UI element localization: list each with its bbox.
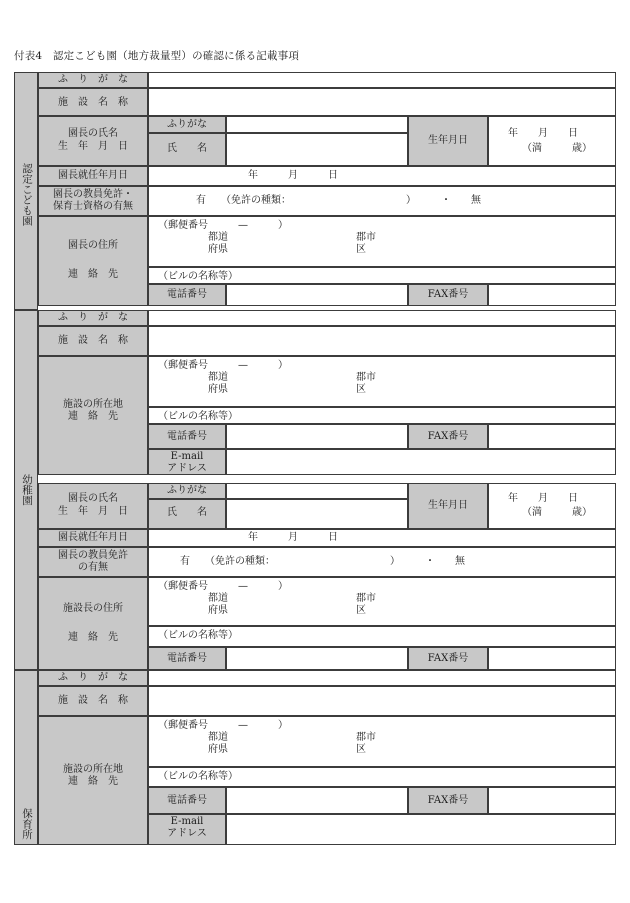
- postal-code-label: （郵便番号 — ）: [158, 581, 288, 592]
- license-label-2: の有無: [78, 562, 108, 573]
- director-start-field[interactable]: [148, 529, 616, 547]
- phone-label: 電話番号: [167, 653, 207, 664]
- fax-field[interactable]: [488, 647, 616, 670]
- phone-label: 電話番号: [167, 431, 207, 442]
- birth-date-field[interactable]: [488, 116, 616, 166]
- phone-field[interactable]: [226, 284, 408, 306]
- director-address-label: 園長の住所: [68, 240, 118, 251]
- facility-head-address-label: 施設長の住所: [63, 603, 123, 614]
- birth-date-field[interactable]: [488, 483, 616, 529]
- city-label-2: 区: [356, 244, 366, 255]
- page-title: 付表4 認定こども園（地方裁量型）の確認に係る記載事項: [14, 50, 300, 62]
- building-name-label: （ビルの名称等）: [158, 771, 238, 782]
- director-name-label: 園長の氏名: [68, 128, 118, 139]
- director-name-label: 園長の氏名: [68, 493, 118, 504]
- prefecture-label-2: 府県: [208, 384, 228, 395]
- director-start-ymd: 年 月 日: [248, 170, 338, 181]
- facility-name-label: 施 設 名 称: [58, 97, 128, 108]
- director-start-field[interactable]: [148, 166, 616, 186]
- facility-contact: 連 絡 先: [68, 411, 118, 422]
- birth-date-label: 生年月日: [428, 500, 468, 511]
- email-field[interactable]: [226, 814, 616, 845]
- facility-name-label: 施 設 名 称: [58, 695, 128, 706]
- license-label-2: 保育士資格の有無: [53, 201, 133, 212]
- facility-name-field[interactable]: [148, 88, 616, 116]
- fax-label: FAX番号: [427, 431, 469, 442]
- furigana-label: ふ り が な: [58, 74, 128, 85]
- director-start-label: 園長就任年月日: [58, 170, 128, 181]
- email-label-1: E-mail: [170, 816, 204, 827]
- facility-contact: 連 絡 先: [68, 776, 118, 787]
- prefecture-label-2: 府県: [208, 605, 228, 616]
- prefecture-label-2: 府県: [208, 744, 228, 755]
- prefecture-label-1: 都道: [208, 232, 228, 243]
- director-contact: 連 絡 先: [68, 269, 118, 280]
- email-label-2: アドレス: [167, 828, 207, 839]
- city-label-2: 区: [356, 605, 366, 616]
- name-sub-label: 氏 名: [167, 507, 207, 518]
- prefecture-label-1: 都道: [208, 593, 228, 604]
- birth-date-age: （満 歳）: [522, 507, 592, 518]
- furigana-field[interactable]: [148, 310, 616, 326]
- postal-code-label: （郵便番号 — ）: [158, 220, 288, 231]
- building-name-label: （ビルの名称等）: [158, 630, 238, 641]
- email-label-1: E-mail: [170, 451, 204, 462]
- prefecture-label-2: 府県: [208, 244, 228, 255]
- name-sub-label: 氏 名: [167, 143, 207, 154]
- section-label-yochien: 幼稚園: [21, 474, 33, 506]
- furigana-field[interactable]: [148, 670, 616, 686]
- license-label-1: 園長の教員免許: [58, 550, 128, 561]
- phone-label: 電話番号: [167, 795, 207, 806]
- facility-head-contact: 連 絡 先: [68, 632, 118, 643]
- row-label: [38, 577, 148, 670]
- phone-field[interactable]: [226, 787, 408, 814]
- fax-label: FAX番号: [427, 653, 469, 664]
- fax-label: FAX番号: [427, 289, 469, 300]
- email-field[interactable]: [226, 449, 616, 475]
- director-birth-label: 生 年 月 日: [58, 506, 128, 517]
- fax-field[interactable]: [488, 424, 616, 449]
- license-choice: 有 （免許の種類： ） ・ 無: [196, 195, 481, 206]
- facility-address-label: 施設の所在地: [63, 764, 123, 775]
- city-label-2: 区: [356, 384, 366, 395]
- furigana-field[interactable]: [148, 72, 616, 88]
- birth-date-age: （満 歳）: [522, 143, 592, 154]
- email-label-2: アドレス: [167, 463, 207, 474]
- director-furigana-field[interactable]: [226, 116, 408, 133]
- director-birth-label: 生 年 月 日: [58, 141, 128, 152]
- phone-field[interactable]: [226, 424, 408, 449]
- section-label-kodomoen: 認定こども園: [21, 162, 33, 226]
- license-label-1: 園長の教員免許・: [53, 189, 133, 200]
- city-label-1: 郡市: [356, 732, 376, 743]
- building-name-label: （ビルの名称等）: [158, 271, 238, 282]
- director-start-label: 園長就任年月日: [58, 532, 128, 543]
- city-label-1: 郡市: [356, 372, 376, 383]
- postal-code-label: （郵便番号 — ）: [158, 720, 288, 731]
- facility-address-label: 施設の所在地: [63, 399, 123, 410]
- fax-field[interactable]: [488, 787, 616, 814]
- birth-date-label: 生年月日: [428, 135, 468, 146]
- fax-field[interactable]: [488, 284, 616, 306]
- birth-date-ymd: 年 月 日: [508, 493, 578, 504]
- facility-name-label: 施 設 名 称: [58, 335, 128, 346]
- director-furigana-field[interactable]: [226, 483, 408, 499]
- furigana-sub-label: ふりがな: [167, 119, 207, 130]
- prefecture-label-1: 都道: [208, 372, 228, 383]
- building-name-label: （ビルの名称等）: [158, 411, 238, 422]
- furigana-label: ふ り が な: [58, 672, 128, 683]
- phone-label: 電話番号: [167, 289, 207, 300]
- city-label-1: 郡市: [356, 232, 376, 243]
- director-start-ymd: 年 月 日: [248, 532, 338, 543]
- phone-field[interactable]: [226, 647, 408, 670]
- row-label: [38, 216, 148, 306]
- prefecture-label-1: 都道: [208, 732, 228, 743]
- furigana-label: ふ り が な: [58, 312, 128, 323]
- director-name-field[interactable]: [226, 133, 408, 166]
- city-label-1: 郡市: [356, 593, 376, 604]
- city-label-2: 区: [356, 744, 366, 755]
- fax-label: FAX番号: [427, 795, 469, 806]
- furigana-sub-label: ふりがな: [167, 485, 207, 496]
- section-label-hoikusho: 保育所: [21, 808, 33, 840]
- postal-code-label: （郵便番号 — ）: [158, 360, 288, 371]
- facility-name-field[interactable]: [148, 686, 616, 716]
- director-name-field[interactable]: [226, 499, 408, 529]
- birth-date-ymd: 年 月 日: [508, 128, 578, 139]
- license-choice: 有 （免許の種類： ） ・ 無: [180, 556, 465, 567]
- facility-name-field[interactable]: [148, 326, 616, 356]
